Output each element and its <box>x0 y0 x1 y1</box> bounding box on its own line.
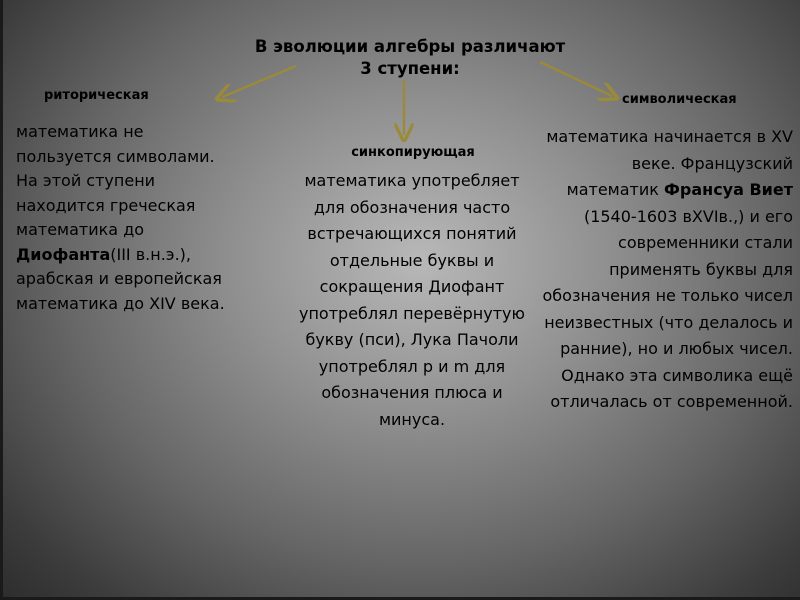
arrow-to-rhetorical <box>222 66 296 97</box>
rhetorical-description <box>16 120 241 316</box>
rhetorical-text-b: (III в.н.э.), арабская и европейская математика до XIV века. <box>16 244 225 313</box>
symbolic-text-a: математика начинается в XV веке. Французский математик <box>546 127 793 199</box>
title-line-1: В эволюции алгебры различают <box>254 37 566 56</box>
heading-symbolic: символическая <box>622 92 737 107</box>
rhetorical-text-a: математика не пользуется символами. На этой ступени находится греческая математика до <box>16 122 215 239</box>
heading-rhetorical: риторическая <box>44 88 149 103</box>
title-line-2: 3 ступени: <box>360 59 460 78</box>
symbolic-text-b: (1540-1603 вXVIв.,) и его современники стали применять буквы для обозначения не только чисел неизвестных (что делалось и ранние), но и любых чисел. Однако эта символика ещё отличалась от современной. <box>542 206 793 411</box>
arrow-to-symbolic <box>540 62 612 96</box>
symbolic-bold: Франсуа Виет <box>664 180 793 199</box>
rhetorical-bold: Диофанта <box>16 244 111 264</box>
syncopated-description: математика употребляет для обозначения часто встречающихся понятий отдельные буквы и сокращения Диофант употреблял перевёрнутую букву (пси), Лука Пачоли употреблял p и m для обозначения плюса и минуса. <box>299 171 525 429</box>
heading-syncopated: синкопирующая <box>351 145 475 160</box>
symbolic-description <box>540 124 793 416</box>
